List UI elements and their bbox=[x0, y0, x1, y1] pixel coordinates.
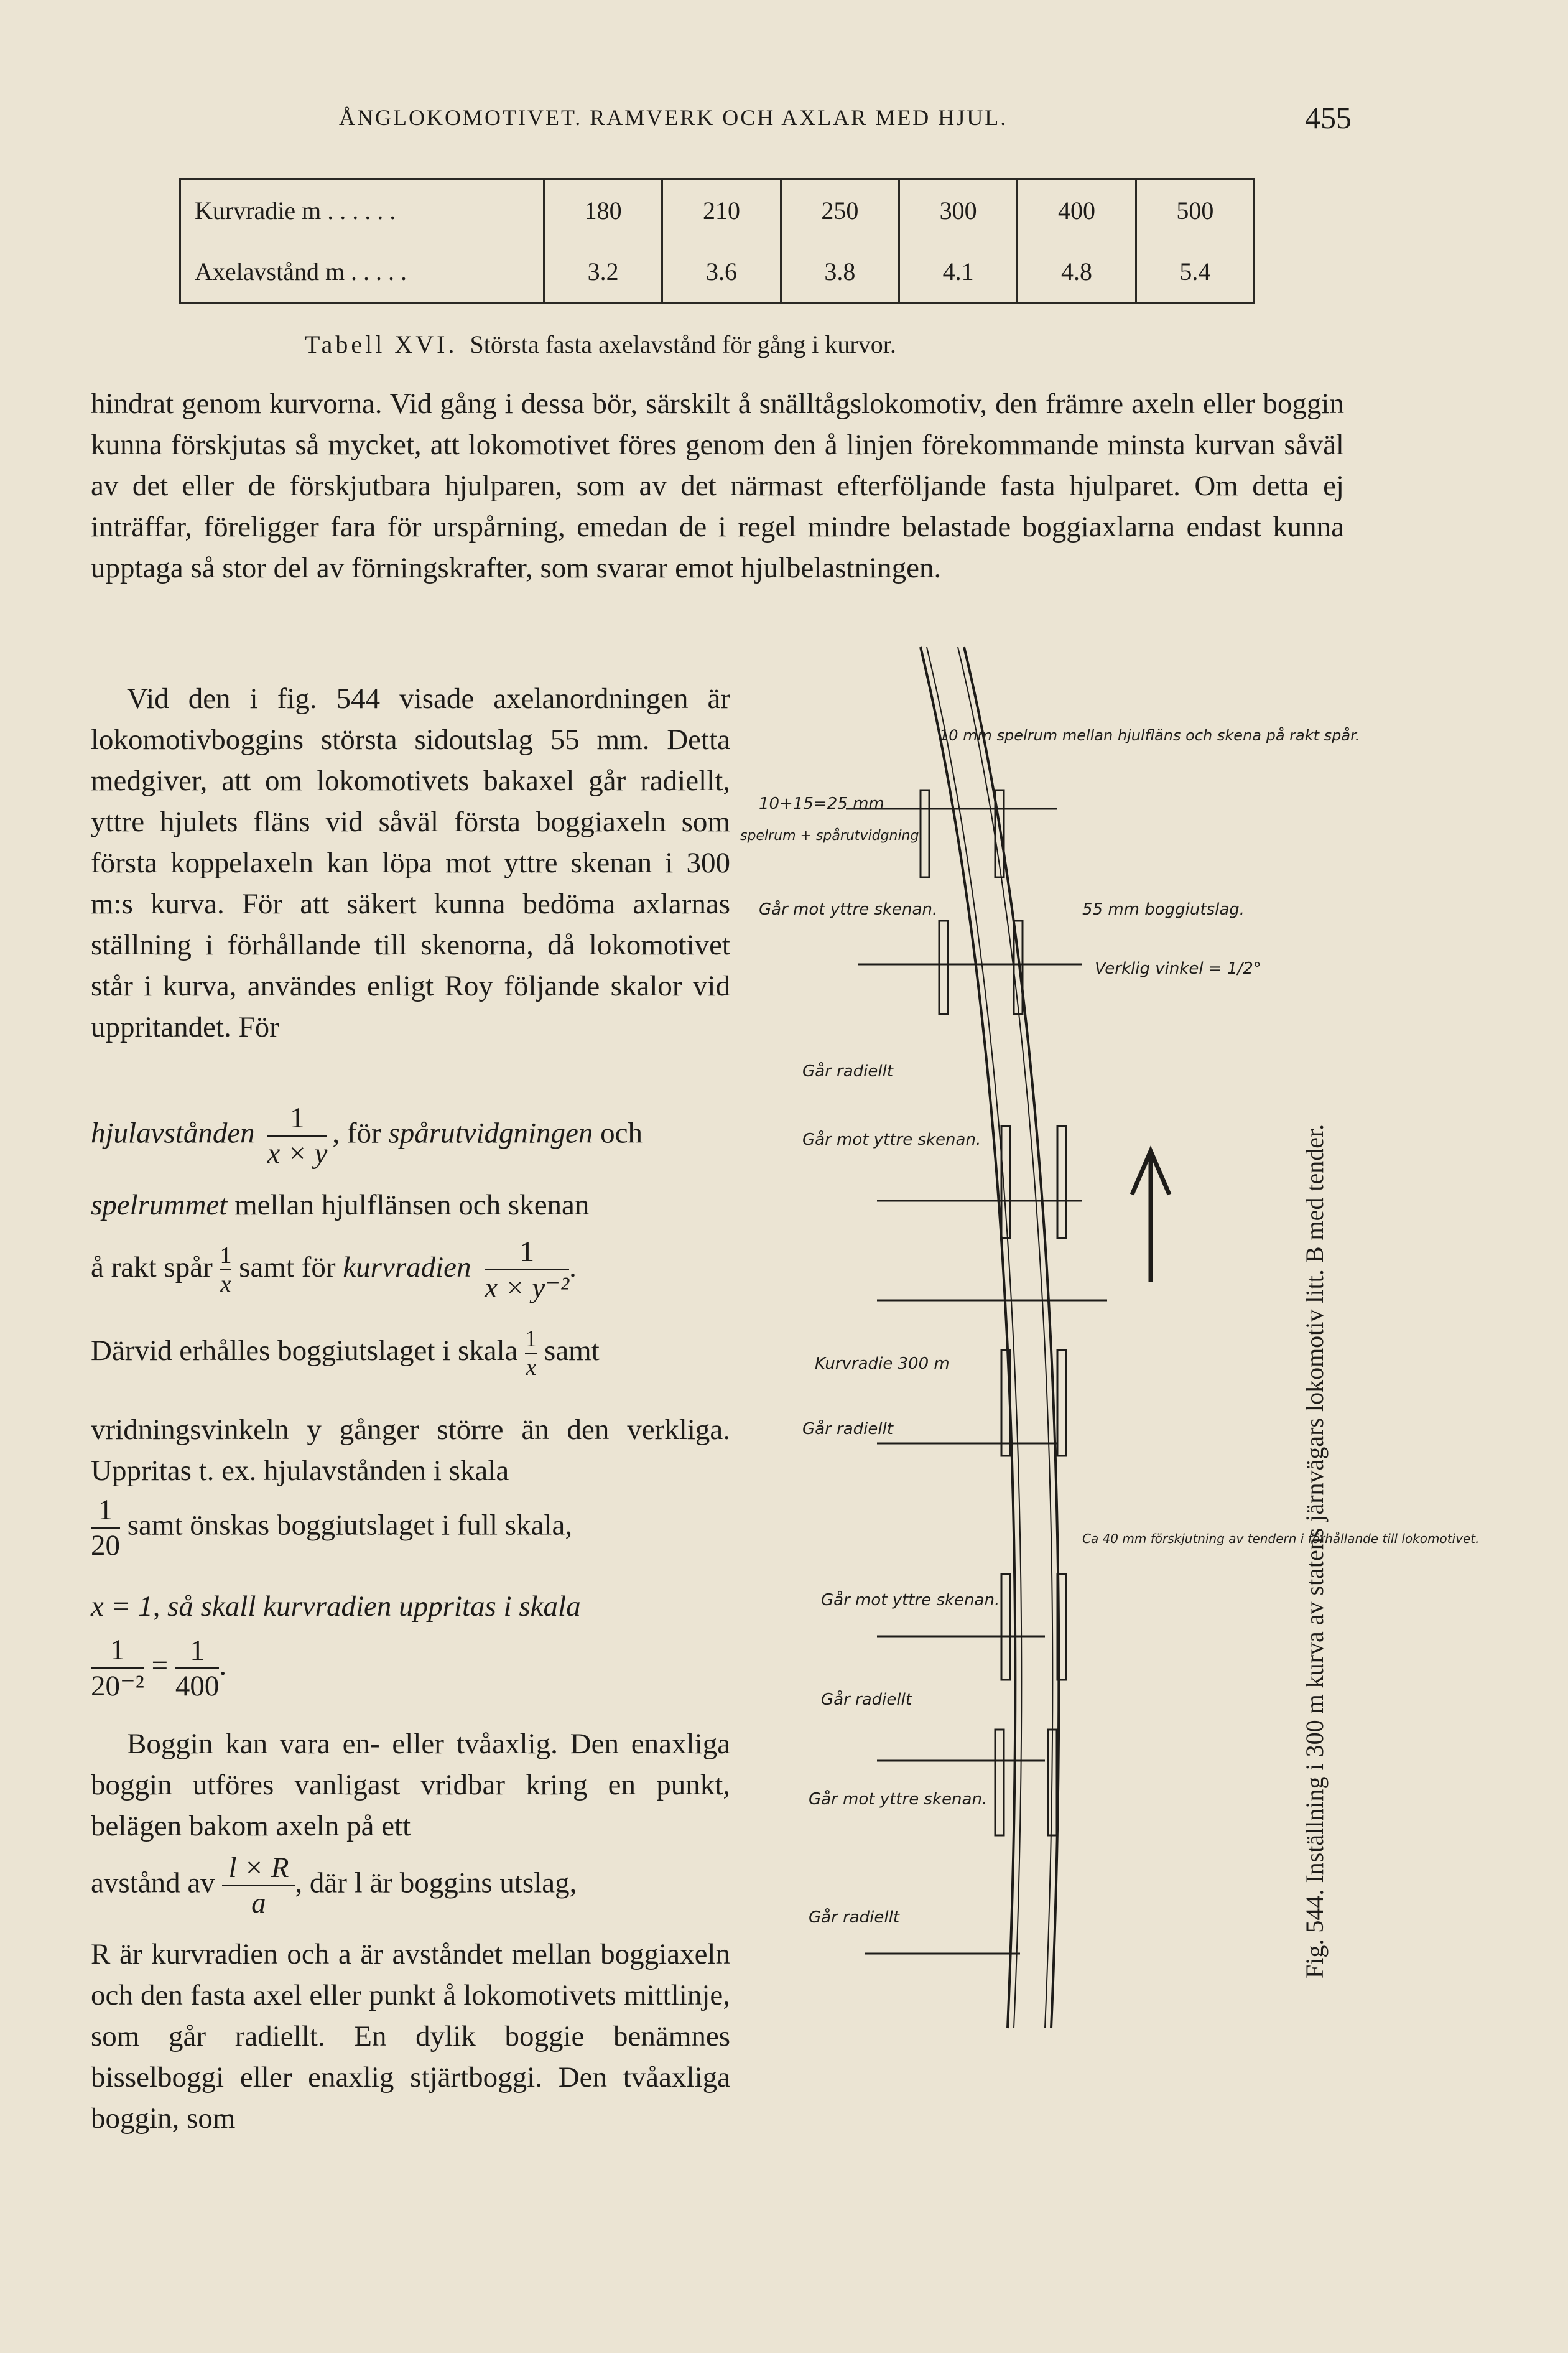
formula-boggiutslag bbox=[91, 1325, 600, 1381]
fraction bbox=[267, 1101, 327, 1170]
table-caption-label: Tabell XVI. bbox=[305, 330, 458, 358]
numerator: 1 bbox=[220, 1242, 231, 1270]
paragraph-3: vridningsvinkeln y gånger större än den verkliga. Uppritas t. ex. hjulavstånden i skala bbox=[91, 1414, 730, 1487]
table-cell: 300 bbox=[899, 179, 1017, 241]
wheel bbox=[1001, 1574, 1010, 1680]
text: , där l är boggins utslag, bbox=[295, 1866, 577, 1899]
numerator: 1 bbox=[175, 1634, 220, 1669]
formula-kurvradie: å rakt spår $\frac{1}{x}$ samt för kurvradien $\frac{1}{\text{x × y⁻²}}$ . bbox=[91, 1236, 577, 1304]
figure-annotation: Går radiellt bbox=[809, 1908, 900, 1927]
figure-annotation: Går mot yttre skenan. bbox=[802, 1130, 981, 1149]
paragraph-5: R är kurvradien och a är avståndet mellan boggiaxeln och den fasta axel eller punkt å lokomotivets mittlinje, som går radiellt. En dylik boggie benämnes bisselboggi eller enaxlig stjärtboggi. Den tvåaxliga boggin, som bbox=[91, 1938, 730, 2135]
table-cell: 400 bbox=[1018, 179, 1136, 241]
fraction bbox=[175, 1634, 220, 1703]
term-hjulavstanden: hjulavstånden bbox=[91, 1117, 255, 1150]
figure-annotation: Går radiellt bbox=[821, 1690, 912, 1709]
figure-annotation: Går mot yttre skenan. bbox=[759, 900, 938, 919]
denominator: 400 bbox=[175, 1669, 220, 1702]
text: och bbox=[600, 1117, 643, 1150]
table-cell: 3.8 bbox=[781, 241, 899, 303]
fraction bbox=[485, 1235, 569, 1305]
figure-annotation: Går mot yttre skenan. bbox=[821, 1591, 1000, 1610]
wheel bbox=[995, 1730, 1004, 1835]
figure-annotation: 10 mm spelrum mellan hjulfläns och skena på rakt spår. bbox=[939, 727, 1360, 744]
table-cell: 500 bbox=[1136, 179, 1254, 241]
denominator: x × y⁻² bbox=[485, 1272, 570, 1304]
running-title: ÅNGLOKOMOTIVET. RAMVERK OCH AXLAR MED HJUL. bbox=[339, 105, 1008, 130]
arrow-up-icon bbox=[1132, 1151, 1169, 1282]
fraction bbox=[525, 1325, 537, 1381]
table-cell: 180 bbox=[544, 179, 662, 241]
text: mellan hjulflänsen och skenan bbox=[234, 1189, 590, 1221]
denominator: a bbox=[251, 1887, 266, 1919]
text: , för bbox=[332, 1117, 381, 1150]
table-cell: 210 bbox=[662, 179, 781, 241]
text: = bbox=[151, 1649, 169, 1682]
formula-wheelbase bbox=[91, 1101, 731, 1170]
curve-radius-table bbox=[179, 178, 1255, 304]
paragraph-4: Boggin kan vara en- eller tvåaxlig. Den enaxliga boggin utföres vanligast vridbar kring en punkt, belägen bakom axeln på ett bbox=[91, 1728, 730, 1842]
wheel bbox=[939, 921, 948, 1014]
numerator: 1 bbox=[485, 1235, 569, 1270]
denominator: 20 bbox=[91, 1529, 120, 1562]
figure-544-diagram bbox=[734, 647, 1480, 2028]
paragraph-2: Vid den i fig. 544 visade axelanordningen är lokomotivboggins största sidoutslag 55 mm. Detta medgiver, att om lokomotivets bakaxel går radiellt, yttre hjulets fläns vid såväl första boggiaxeln som första koppelaxeln kan löpa mot yttre skenan i 300 m:s kurva. För att säkert kunna bedöma axlarnas ställning i förhållande till skenorna, då lokomotivet står i kurva, användes enligt Roy följande skalor vid uppritandet. För bbox=[91, 683, 730, 1043]
formula-distance bbox=[91, 1851, 577, 1920]
figure-annotation: Går radiellt bbox=[802, 1062, 894, 1081]
figure-caption: Fig. 544. Inställning i 300 m kurva av statens järnvägars lokomotiv litt. B med tender. bbox=[1301, 1124, 1329, 1978]
fraction bbox=[222, 1851, 295, 1920]
outer-rail bbox=[921, 647, 1015, 2028]
denominator: 20⁻² bbox=[91, 1670, 144, 1702]
page-number: 455 bbox=[1305, 100, 1352, 135]
fraction bbox=[91, 1633, 144, 1703]
text: Därvid erhålles boggiutslaget i skala bbox=[91, 1334, 518, 1367]
figure-annotation: Verklig vinkel = 1/2° bbox=[1095, 959, 1261, 978]
denominator: x bbox=[526, 1354, 537, 1381]
formula-x-equals: x = 1, så skall kurvradien uppritas i skala bbox=[91, 1590, 581, 1623]
text: å rakt spår bbox=[91, 1251, 213, 1284]
fraction bbox=[91, 1493, 120, 1562]
text: samt bbox=[544, 1334, 600, 1367]
figure-annotation: Går mot yttre skenan. bbox=[809, 1790, 988, 1809]
table-caption-text: Största fasta axelavstånd för gång i kurvor. bbox=[470, 330, 896, 358]
numerator: l × R bbox=[222, 1851, 295, 1886]
numerator: 1 bbox=[91, 1493, 120, 1529]
numerator: 1 bbox=[525, 1325, 537, 1354]
table-cell: 5.4 bbox=[1136, 241, 1254, 303]
wheel bbox=[1057, 1126, 1066, 1238]
term-sparutvidgningen: spårutvidgningen bbox=[388, 1117, 593, 1150]
paragraph-1: hindrat genom kurvorna. Vid gång i dessa bör, särskilt å snälltågslokomotiv, den främre axeln eller boggin kunna förskjutas så mycket, att lokomotivet föres genom den å linjen förekommande minsta kurvan såväl av det eller de förskjutbara hjulparen, som av det närmast efterföljande fasta hjulparet. Om detta ej inträffar, föreligger fara för urspårning, emedan de i regel mindre belastade boggiaxlarna endast kunna upptaga så stor del av förningskrafter, som svarar emot hjulbelastningen. bbox=[91, 388, 1344, 584]
table-row bbox=[180, 179, 1255, 241]
figure-annotation: Går radiellt bbox=[802, 1420, 894, 1438]
table-row bbox=[180, 241, 1255, 303]
figure-annotation: spelrum + spårutvidgning. bbox=[740, 828, 924, 844]
numerator: 1 bbox=[91, 1633, 144, 1669]
figure-annotation: 10+15=25 mm bbox=[759, 794, 884, 813]
figure-annotation: 55 mm boggiutslag. bbox=[1082, 900, 1245, 919]
row-label: Kurvradie m . . . . . . bbox=[180, 179, 544, 241]
formula-scale bbox=[91, 1493, 572, 1562]
table-cell: 3.6 bbox=[662, 241, 781, 303]
text: avstånd av bbox=[91, 1866, 215, 1899]
table-caption bbox=[305, 330, 896, 359]
formula-spelrum bbox=[91, 1188, 589, 1222]
numerator: 1 bbox=[267, 1101, 327, 1137]
term-kurvradien: kurvradien bbox=[343, 1251, 471, 1284]
denominator: x × y bbox=[267, 1137, 328, 1170]
text: samt för bbox=[239, 1251, 336, 1284]
table-cell: 4.1 bbox=[899, 241, 1017, 303]
text: samt önskas boggiutslaget i full skala, bbox=[127, 1509, 573, 1542]
term-spelrummet: spelrummet bbox=[91, 1189, 228, 1221]
row-label: Axelavstånd m . . . . . bbox=[180, 241, 544, 303]
wheel bbox=[1057, 1350, 1066, 1456]
formula-scale-400: $\frac{1}{\text{20⁻²}}$ = $\frac{1}{400}$ . bbox=[91, 1634, 227, 1702]
fraction bbox=[220, 1242, 231, 1298]
figure-annotation: Kurvradie 300 m bbox=[815, 1354, 950, 1373]
denominator: x bbox=[220, 1271, 231, 1297]
figure-annotation: Ca 40 mm förskjutning av tendern i förhållande till lokomotivet. bbox=[1082, 1531, 1480, 1546]
table-cell: 250 bbox=[781, 179, 899, 241]
table-cell: 3.2 bbox=[544, 241, 662, 303]
table-cell: 4.8 bbox=[1018, 241, 1136, 303]
